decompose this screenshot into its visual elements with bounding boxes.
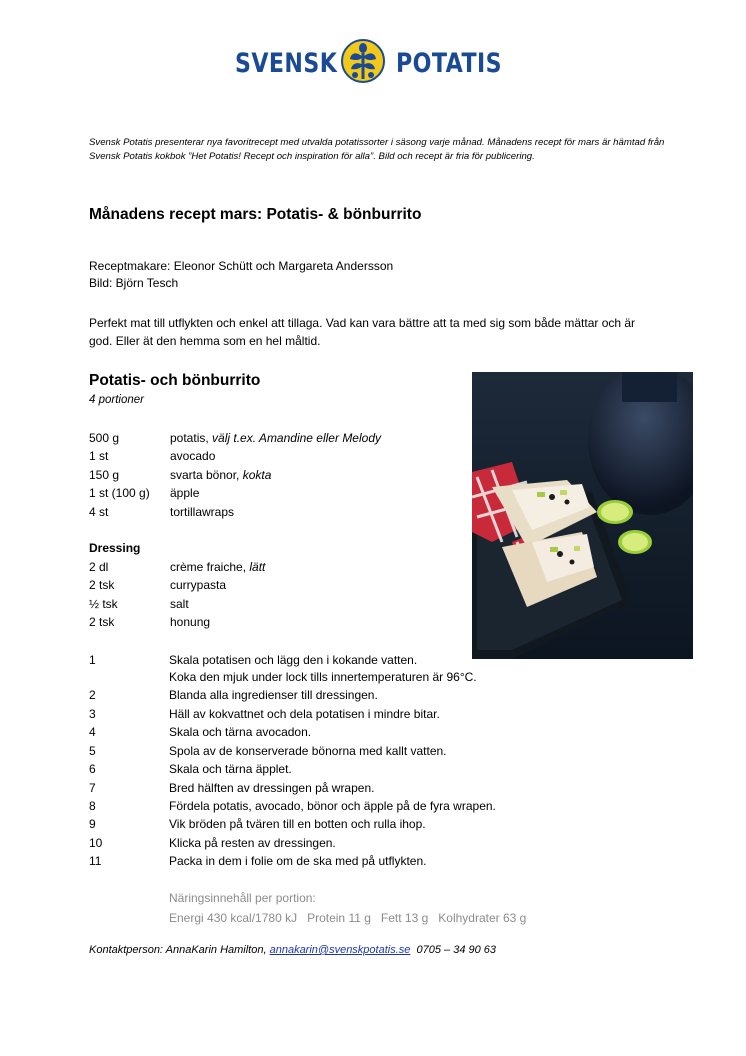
step-number: 7 [89,781,96,795]
recipe-description: Perfekt mat till utflykten och enkel att tillaga. Vad kan vara bättre att ta med sig som både mättar och är god. Eller ät den hemma som en hel måltid. [89,316,636,348]
step-text: Häll av kokvattnet och dela potatisen i mindre bitar. [169,707,440,721]
intro-text: Svensk Potatis presenterar nya favoritrecept med utvalda potatissorter i säsong varje månad. Månadens recept för mars är hämtad från Svensk Potatis kokbok ”Het Potatis! Recept och inspiration för alla”. Bild och recept är fria för publicering. [89,137,665,162]
step-text: Vik bröden på tvären till en botten och rulla ihop. [169,817,426,831]
ingredient-qty: 1 st [89,449,109,463]
recipe-maker: Receptmakare: Eleonor Schütt och Margareta Andersson [89,259,394,273]
page-title: Månadens recept mars: Potatis- & bönburrito [89,206,422,223]
contact-phone: 0705 – 34 90 63 [410,944,497,956]
dressing-name: crème fraiche, lätt [170,560,266,574]
ingredient-qty: 500 g [89,431,120,445]
step-text: Bred hälften av dressingen på wrapen. [169,781,375,795]
ingredient-qty: 1 st (100 g) [89,486,150,500]
contact-person: Kontaktperson: AnnaKarin Hamilton, [89,944,270,956]
contact-email-link[interactable]: annakarin@svenskpotatis.se [269,944,411,956]
step-text: Spola av de konserverade bönorna med kallt vatten. [169,744,447,758]
dressing-qty: ½ tsk [89,597,118,611]
step-number: 9 [89,817,96,831]
nutrition-values: Energi 430 kcal/1780 kJ Protein 11 g Fett 13 g Kolhydrater 63 g [169,911,527,925]
nutrition-info [169,888,526,928]
step-number: 8 [89,799,96,813]
credits [89,258,393,292]
step-text: Skala potatisen och lägg den i kokande vatten. [169,653,418,667]
dressing-name: currypasta [170,578,227,592]
step-number: 2 [89,688,96,702]
step-number: 3 [89,707,96,721]
step-number: 6 [89,762,96,776]
ingredient-qty: 150 g [89,468,120,482]
dressing-name: salt [170,597,189,611]
ingredient-name: avocado [170,449,216,463]
step-text: Packa in dem i folie om de ska med på utflykten. [169,854,427,868]
potato-plant-emblem-icon [341,39,385,83]
contact-line [89,944,496,956]
dressing-heading: Dressing [89,541,141,555]
step-text: Klicka på resten av dressingen. [169,836,336,850]
dressing-qty: 2 dl [89,560,109,574]
recipe-name: Potatis- och bönburrito [89,372,261,389]
step-text: Skala och tärna äpplet. [169,762,292,776]
svensk-potatis-logo [0,36,746,86]
logo-word-potatis: POTATIS [396,48,503,79]
ingredient-name: svarta bönor, kokta [170,468,272,482]
ingredient-qty: 4 st [89,505,109,519]
ingredient-name: tortillawraps [170,505,235,519]
step-text: Fördela potatis, avocado, bönor och äpple på de fyra wrapen. [169,799,496,813]
logo-word-svensk: SVENSK [235,48,338,79]
burrito-photo [472,372,693,659]
step-number: 4 [89,725,96,739]
ingredient-name: potatis, välj t.ex. Amandine eller Melody [170,431,381,445]
step-text: Skala och tärna avocadon. [169,725,312,739]
step-number: 11 [89,854,102,868]
nutrition-heading: Näringsinnehåll per portion: [169,891,316,905]
dressing-name: honung [170,615,211,629]
ingredient-name: äpple [170,486,200,500]
step-number: 10 [89,836,103,850]
dressing-qty: 2 tsk [89,578,115,592]
step-text: Blanda alla ingredienser till dressingen. [169,688,378,702]
step-number: 5 [89,744,96,758]
photo-credit: Bild: Björn Tesch [89,276,179,290]
recipe-portions: 4 portioner [89,394,144,406]
step-text: Koka den mjuk under lock tills innertemperaturen är 96°C. [169,670,477,684]
dressing-qty: 2 tsk [89,615,115,629]
step-number: 1 [89,653,96,667]
